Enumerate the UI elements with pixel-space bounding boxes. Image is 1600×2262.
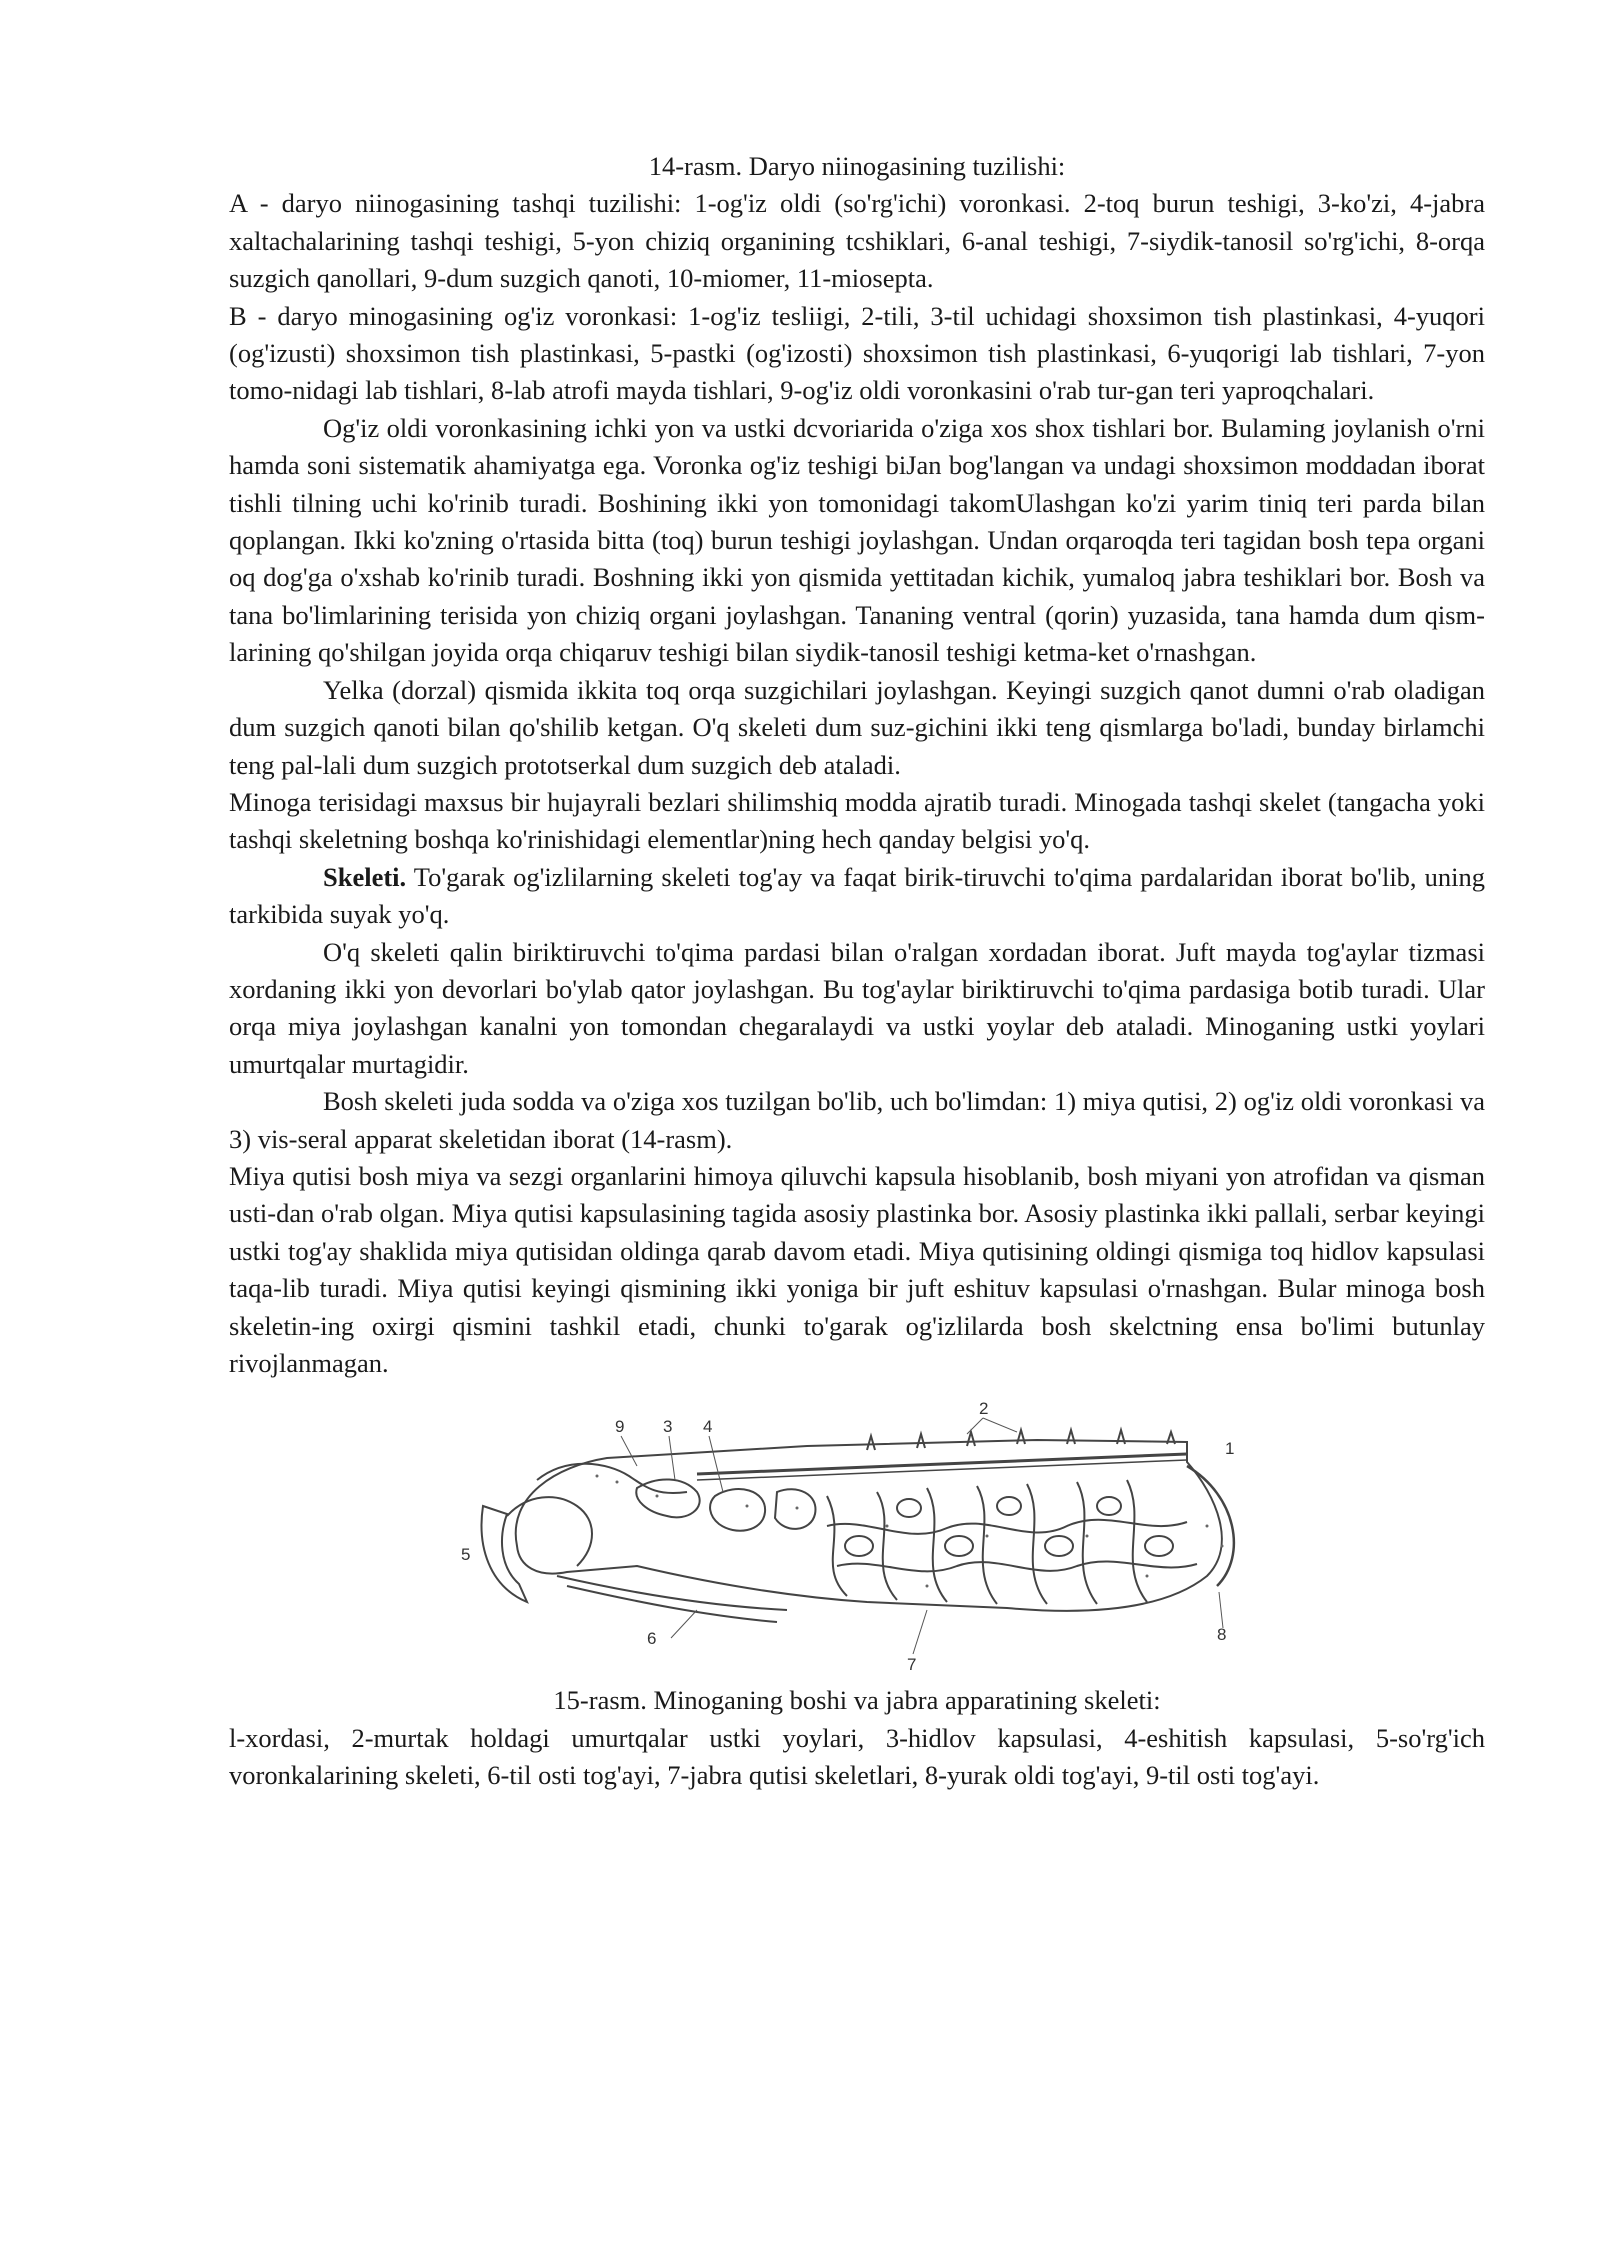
paragraph-braincase: Miya qutisi bosh miya va sezgi organlarini himoya qiluvchi kapsula hisoblanib, bosh miyani yon atrofidan va qisman usti-dan o'rab olgan. Miya qutisi kapsulasining tagida asosiy plastinka bor. Asosiy plastinka ikki pallali, serbar keyingi ustki tog'ay shaklida miya qutisidan oldinga qarab davom etadi. Miya qutisining oldingi qismiga toq hidlov kapsulasi taqa-lib turadi. Miya qutisi keyingi qismining ikki yoniga bir juft eshituv kapsulasi o'rnashgan. Bular minoga bosh skeletin-ing oxirgi qismini tashkil etadi, chunki to'garak og'izlilarda bosh skelctning ensa bo'limi butunlay rivojlanmagan. <box>229 1160 1485 1378</box>
paragraph-head-skeleton: Bosh skeleti juda sodda va o'ziga xos tuzilgan bo'lib, uch bo'limdan: 1) miya qutisi, 2) og'iz oldi voronkasi va 3) vis-seral apparat skeletidan iborat (14-rasm). <box>229 1086 1485 1154</box>
figure-label-7: 7 <box>907 1655 917 1675</box>
section-heading-skeleti: Skeleti. <box>323 861 407 892</box>
document-page <box>229 148 1485 1795</box>
figure-label-4: 4 <box>703 1417 713 1437</box>
figure-label-2: 2 <box>979 1399 989 1419</box>
paragraph-funnel: Og'iz oldi voronkasining ichki yon va ustki dcvoriarida o'ziga xos shox tishlari bor. Bulaming joylanish o'rni hamda soni sistematik ahamiyatga ega. Voronka og'iz teshigi biJan bog'langan va undagi shoxsimon moddadan iborat tishli tilning uchi ko'rinib turadi. Boshining ikki yon tomonidagi takomUlashgan ko'zi yarim tiniq teri parda bilan qoplangan. Ikki ko'zning o'rtasida bitta (toq) burun teshigi joylashgan. Undan orqaroqda teri tagidan bosh tepa organi oq dog'ga o'xshab ko'rinib turadi. Boshning ikki yon qismida yettitadan kichik, yumaloq jabra teshiklari bor. Bosh va tana bo'limlarining terisida yon chiziq organi joylashgan. Tananing ventral (qorin) yuzasida, tana hamda dum qism-larining qo'shilgan joyida orqa chiqaruv teshigi bilan siydik-tanosil teshigi ketma-ket o'rnashgan. <box>229 412 1485 668</box>
figure-15-legend: l-xordasi, 2-murtak holdagi umurtqalar ustki yoylari, 3-hidlov kapsulasi, 4-eshitish kapsulasi, 5-so'rg'ich voronkalarining skeleti, 6-til osti tog'ayi, 7-jabra qutisi skeletlari, 8-yurak oldi tog'ayi, 9-til osti tog'ayi. <box>229 1722 1485 1791</box>
figure-14-part-b: B - daryo minogasining og'iz voronkasi: 1-og'iz tesliigi, 2-tili, 3-til uchidagi shoxsimon tish plastinkasi, 4-yuqori (og'izusti) shoxsimon tish plastinkasi, 5-pastki (og'izosti) shoxsimon tish plastinkasi, 6-yuqorigi lab tishlari, 7-yon tomo-nidagi lab tishlari, 8-lab atrofi mayda tishlari, 9-og'iz oldi voronkasini o'rab tur-gan teri yaproqchalari. <box>229 300 1485 406</box>
figure-label-5: 5 <box>461 1545 471 1565</box>
figure-15-caption: 15-rasm. Minoganing boshi va jabra apparatining skeleti: <box>553 1685 1161 1716</box>
figure-label-9: 9 <box>615 1417 625 1437</box>
figure-14-part-a: A - daryo niinogasining tashqi tuzilishi: 1-og'iz oldi (so'rg'ichi) voronkasi. 2-toq burun teshigi, 3-ko'zi, 4-jabra xaltachalarining tashqi teshigi, 5-yon chiziq organining tcshiklari, 6-anal teshigi, 7-siydik-tanosil so'rg'ichi, 8-orqa suzgich qanollari, 9-dum suzgich qanoti, 10-miomer, 11-miosepta. <box>229 188 1485 294</box>
figure-label-3: 3 <box>663 1417 673 1437</box>
figure-label-6: 6 <box>647 1629 657 1649</box>
figure-label-1: 1 <box>1225 1439 1235 1459</box>
paragraph-axial-skeleton: O'q skeleti qalin biriktiruvchi to'qima pardasi bilan o'ralgan xordadan iborat. Juft mayda tog'aylar tizmasi xordaning ikki yon devorlari bo'ylab qator joylashgan. Bu tog'aylar biriktiruvchi to'qima pardasiga botib turadi. Ular orqa miya joylashgan kanalni yon tomondan chegaralaydi va ustki yoylar deb ataladi. Minoganing ustki yoylari umurtqalar murtagidir. <box>229 936 1485 1079</box>
paragraph-skeleton-text: To'garak og'izlilarning skeleti tog'ay va faqat birik-tiruvchi to'qima pardalaridan iborat bo'lib, uning tarkibida suyak yo'q. <box>229 861 1485 930</box>
figure-label-8: 8 <box>1217 1625 1227 1645</box>
paragraph-skin: Minoga terisidagi maxsus bir hujayrali bezlari shilimshiq modda ajratib turadi. Minogada tashqi skelet (tangacha yoki tashqi skeletning boshqa ko'rinishidagi elementlar)ning hech qanday belgisi yo'q. <box>229 786 1485 855</box>
figure-14-caption: 14-rasm. Daryo niinogasining tuzilishi: <box>648 151 1066 181</box>
paragraph-skeleton <box>229 859 1485 934</box>
figure-15-skull-illustration <box>447 1396 1267 1674</box>
skull-gill-skeleton-drawing <box>447 1396 1267 1674</box>
paragraph-fins: Yelka (dorzal) qismida ikkita toq orqa suzgichilari joylashgan. Keyingi suzgich qanot dumni o'rab oladigan dum suzgich qanoti bilan qo'shilib ketgan. O'q skeleti dum suz-gichini ikki teng qismlarga bo'ladi, bunday birlamchi teng pal-lali dum suzgich prototserkal dum suzgich deb ataladi. <box>229 674 1485 780</box>
